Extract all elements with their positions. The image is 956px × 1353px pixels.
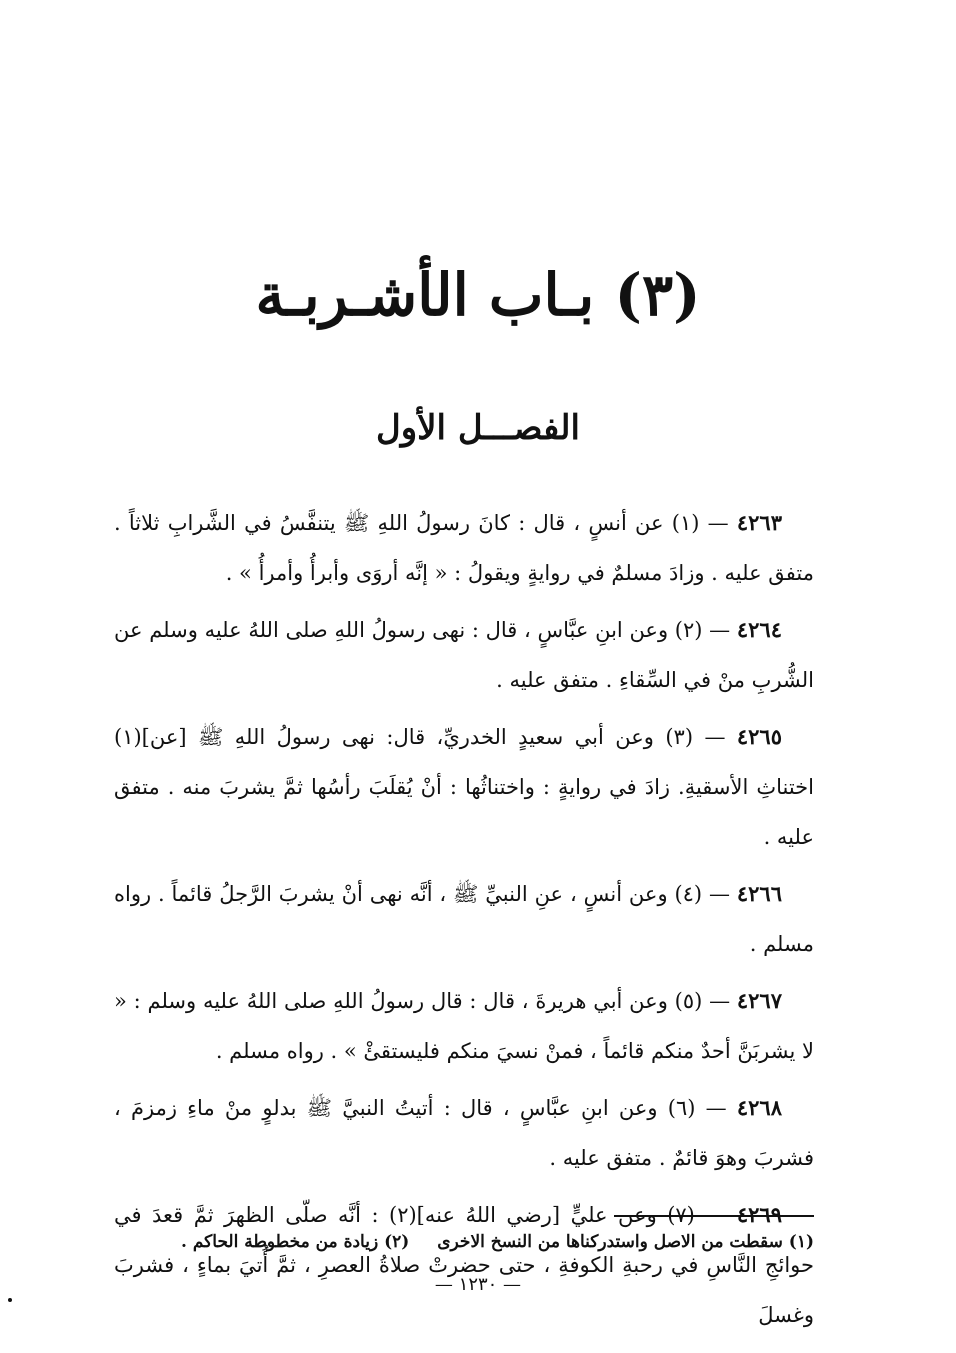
hadith-number: ٤٢٦٦ <box>736 881 782 906</box>
hadith-paragraph <box>114 976 814 1076</box>
hadith-list <box>114 498 814 1347</box>
hadith-text: — (٦) وعن ابنِ عبَّاسٍ ، قال : أتيتُ النبيَّ ﷺ بدلوٍ منْ ماءِ زمزمَ ، فشربَ وهوَ قائمٌ . متفق عليه . <box>114 1096 814 1170</box>
hadith-text: — (٧) وعن عليٍّ [رضي اللهُ عنه](٢) : أنَّه صلّى الظهرَ ثمَّ قعدَ في حوائجِ النَّاسِ في رحبةِ الكوفةِ ، حتى حضرتْ صلاةُ العصرِ ، ثمَّ أُتيَ بماءٍ ، فشربَ وغسلَ <box>114 1203 814 1327</box>
hadith-number: ٤٢٦٣ <box>736 510 782 535</box>
hadith-text: — (١) عن أنسٍ ، قال : كانَ رسولُ اللهِ ﷺ يتنفَّسُ في الشَّرابِ ثلاثاً . متفق عليه . وزادَ مسلمٌ في روايةٍ ويقولُ : « إنَّه أروَى وأبرأُ وأمرأُ » . <box>114 511 814 585</box>
scan-speck <box>8 1298 12 1302</box>
footnote-1: (١) سقطت من الاصل واستدركناها من النسخ الاخرى <box>437 1232 814 1252</box>
footnote-2: (٢) زيادة من مخطوطة الحاكم . <box>181 1232 410 1252</box>
footnotes <box>114 1222 814 1262</box>
hadith-number: ٤٢٦٥ <box>736 724 782 749</box>
hadith-paragraph <box>114 498 814 598</box>
hadith-paragraph <box>114 1083 814 1183</box>
hadith-paragraph <box>114 712 814 862</box>
hadith-text: — (٢) وعن ابنِ عبَّاسٍ ، قال : نهى رسولُ اللهِ صلى اللهُ عليه وسلم عن الشُّربِ منْ في السِّقاءِ . متفق عليه . <box>114 618 814 692</box>
chapter-title: (٣) بـاب الأشـربـة <box>255 261 701 329</box>
hadith-text: — (٥) وعن أبي هريرةَ ، قال : قال رسولُ اللهِ صلى اللهُ عليه وسلم : « لا يشربَنَّ أحدٌ منكم قائماً ، فمنْ نسيَ منكم فليستقئْ » . رواه مسلم . <box>114 989 814 1063</box>
hadith-number: ٤٢٦٨ <box>736 1095 782 1120</box>
hadith-text: — (٣) وعن أبي سعيدٍ الخدريِّ، قال: نهى رسولُ اللهِ ﷺ [عن](١) اختناثِ الأسقيةِ. زادَ في روايةٍ : واختناثُها : أنْ يُقلَبَ رأسُها ثمَّ يشربَ منه . متفق عليه . <box>114 725 814 849</box>
page-number: — ١٢٣٠ — <box>434 1274 522 1295</box>
hadith-text: — (٤) وعن أنسٍ ، عنِ النبيِّ ﷺ ، أنَّه نهى أنْ يشربَ الرَّجلُ قائماً . رواه مسلم . <box>114 882 814 956</box>
hadith-number: ٤٢٦٩ <box>736 1202 782 1227</box>
hadith-paragraph <box>114 1190 814 1340</box>
hadith-paragraph <box>114 605 814 705</box>
hadith-paragraph <box>114 869 814 969</box>
section-title: الفصـــل الأول <box>376 408 580 448</box>
hadith-number: ٤٢٦٧ <box>736 988 782 1013</box>
hadith-number: ٤٢٦٤ <box>736 617 782 642</box>
footnote-divider <box>614 1215 814 1217</box>
